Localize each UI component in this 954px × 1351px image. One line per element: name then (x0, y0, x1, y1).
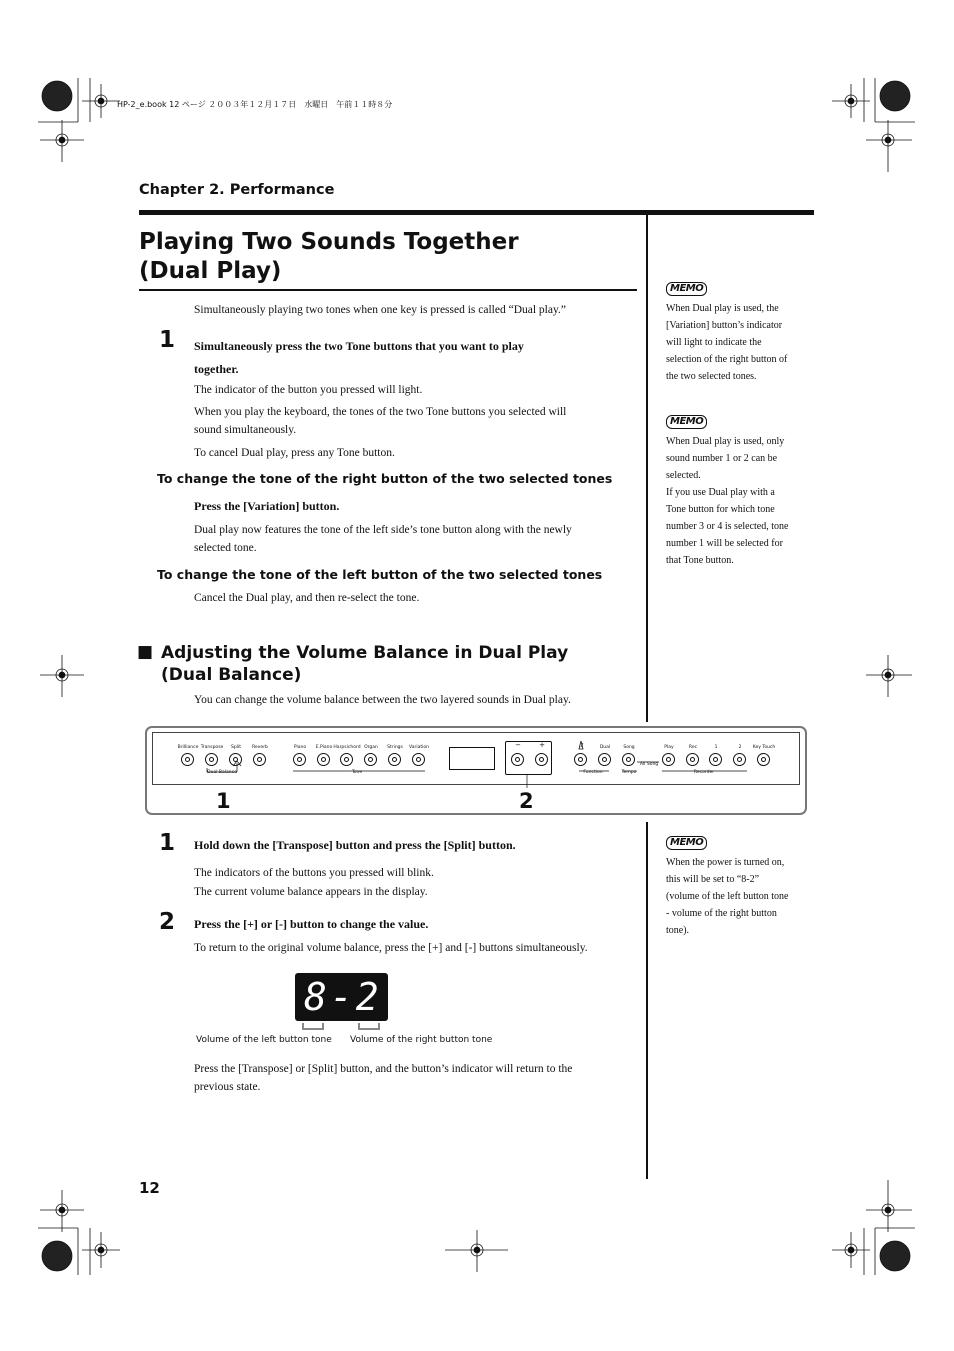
subhead-left-button: To change the tone of the left button of the two selected tones (157, 567, 603, 582)
step1-p2 (194, 403, 566, 439)
variation-action: Press the [Variation] button. (194, 499, 340, 513)
memo-1-line: When Dual play is used, the (666, 303, 779, 314)
memo-1-line: will light to indicate the (666, 337, 762, 348)
step1-p3: To cancel Dual play, press any Tone button. (194, 447, 395, 459)
panel-sublabel-tone: Tone (351, 770, 363, 775)
lower-column-divider (646, 822, 648, 1179)
left-tone-caption: Volume of the left button tone (196, 1035, 332, 1045)
section2-marker: ■ (137, 642, 154, 662)
step2-1-p1: The indicators of the buttons you pressed will blink. (194, 867, 434, 879)
section2-title-line2: (Dual Balance) (161, 665, 302, 685)
section2-title (161, 642, 568, 686)
title-rule (139, 289, 637, 291)
step2-2-p1: To return to the original volume balance, press the [+] and [-] buttons simultaneously. (194, 942, 588, 954)
memo-1-line: the two selected tones. (666, 371, 757, 382)
step2-number-2: 2 (159, 909, 176, 935)
panel-callout-1: 1 (216, 789, 231, 813)
panel-callout-2: 2 (519, 789, 534, 813)
step1-text-line1: Simultaneously press the two Tone buttons that you want to play (194, 339, 524, 353)
memo-icon: MEMO (666, 282, 707, 296)
memo-2 (666, 411, 788, 569)
led-display-value: 8-2 (304, 975, 382, 1019)
display-brackets (295, 1021, 390, 1033)
memo-1-text (666, 300, 787, 385)
section2-title-line1: Adjusting the Volume Balance in Dual Play (161, 643, 569, 663)
panel-label-reverb: Reverb (252, 745, 268, 750)
memo-3 (666, 832, 788, 939)
panel-lines (147, 728, 807, 813)
panel-label-harpsichord: Harpsichord (333, 745, 361, 750)
memo-3-line: tone). (666, 925, 690, 936)
page-title-line1: Playing Two Sounds Together (139, 229, 519, 255)
sub-right-p1-line2: selected tone. (194, 542, 257, 554)
section2-intro: You can change the volume balance between the two layered sounds in Dual play. (194, 694, 571, 706)
final-paragraph (194, 1060, 572, 1096)
panel-label-key-touch: Key Touch (752, 745, 776, 750)
memo-2-line: number 3 or 4 is selected, tone (666, 521, 789, 532)
step2-2-text: Press the [+] or [-] button to change the value. (194, 917, 429, 931)
panel-sublabel-all-song: All Song (639, 762, 659, 767)
memo-2-line: selected. (666, 470, 701, 481)
sub-left-p1: Cancel the Dual play, and then re-select the tone. (194, 592, 420, 604)
memo-1-line: [Variation] button’s indicator (666, 320, 783, 331)
memo-3-line: - volume of the right button (666, 908, 777, 919)
memo-3-line: (volume of the left button tone (666, 891, 789, 902)
memo-2-line: that Tone button. (666, 555, 734, 566)
panel-label-epiano: E.Piano (315, 745, 333, 750)
panel-label-2: 2 (738, 745, 742, 750)
memo-2-line: If you use Dual play with a (666, 487, 775, 498)
subhead-right-button: To change the tone of the right button of the two selected tones (157, 471, 613, 486)
step1-text-line2: together. (194, 362, 239, 376)
panel-label-play: Play (664, 745, 674, 750)
step2-1-p2: The current volume balance appears in the display. (194, 886, 428, 898)
intro-text: Simultaneously playing two tones when one key is pressed is called “Dual play.” (194, 304, 566, 316)
panel-label-rec: Rec (688, 745, 698, 750)
panel-label-brilliance: Brilliance (177, 745, 199, 750)
panel-sublabel-recorder: Recorder (693, 770, 715, 775)
column-divider (646, 215, 648, 722)
memo-1 (666, 278, 787, 385)
panel-label-strings: Strings (387, 745, 403, 750)
panel-sublabel-function: Function (583, 770, 603, 775)
chapter-heading: Chapter 2. Performance (139, 182, 335, 198)
step2-number-1: 1 (159, 830, 176, 856)
panel-label-split: Split (231, 745, 241, 750)
panel-label-organ: Organ (364, 745, 378, 750)
led-display (295, 973, 388, 1021)
memo-2-line: sound number 1 or 2 can be (666, 453, 778, 464)
control-panel-illustration (145, 726, 807, 815)
page-title-line2: (Dual Play) (139, 258, 282, 284)
sub-right-p1 (194, 521, 572, 557)
memo-3-line: this will be set to “8-2” (666, 874, 760, 885)
panel-label-plus: + (539, 741, 545, 749)
panel-label-minus: − (515, 741, 521, 749)
page-title (139, 228, 519, 286)
panel-label-transpose: Transpose (200, 745, 224, 750)
memo-icon: MEMO (666, 415, 707, 429)
step2-1-text: Hold down the [Transpose] button and press the [Split] button. (194, 838, 516, 852)
step1-p2-line2: sound simultaneously. (194, 424, 297, 436)
panel-label-piano: Piano (293, 745, 307, 750)
step1-text (194, 335, 524, 381)
memo-2-text (666, 433, 788, 569)
panel-sublabel-tempo: Tempo (621, 770, 637, 775)
right-tone-caption: Volume of the right button tone (350, 1035, 493, 1045)
memo-3-text (666, 854, 788, 939)
panel-label-variation: Variation (409, 745, 429, 750)
sub-right-p1-line1: Dual play now features the tone of the left side’s tone button along with the newly (194, 524, 572, 536)
step-number-1: 1 (159, 327, 176, 353)
memo-2-line: When Dual play is used, only (666, 436, 785, 447)
chapter-rule (139, 210, 814, 215)
memo-icon: MEMO (666, 836, 707, 850)
memo-2-line: number 1 will be selected for (666, 538, 783, 549)
page-number: 12 (139, 1179, 160, 1197)
step1-p1: The indicator of the button you pressed will light. (194, 384, 423, 396)
step1-p2-line1: When you play the keyboard, the tones of the two Tone buttons you selected will (194, 406, 567, 418)
panel-label-dual: Dual (599, 745, 611, 750)
memo-3-line: When the power is turned on, (666, 857, 785, 868)
final-paragraph-line2: previous state. (194, 1081, 261, 1093)
panel-sublabel-dual-balance: Dual Balance (207, 770, 237, 775)
memo-1-line: selection of the right button of (666, 354, 788, 365)
panel-label-song: Song (623, 745, 635, 750)
memo-2-line: Tone button for which tone (666, 504, 775, 515)
panel-label-1: 1 (714, 745, 718, 750)
print-header-note: HP-2_e.book 12 ページ ２００３年１２月１７日 水曜日 午前１１時８分 (117, 100, 393, 109)
final-paragraph-line1: Press the [Transpose] or [Split] button, and the button’s indicator will return to the (194, 1063, 573, 1075)
